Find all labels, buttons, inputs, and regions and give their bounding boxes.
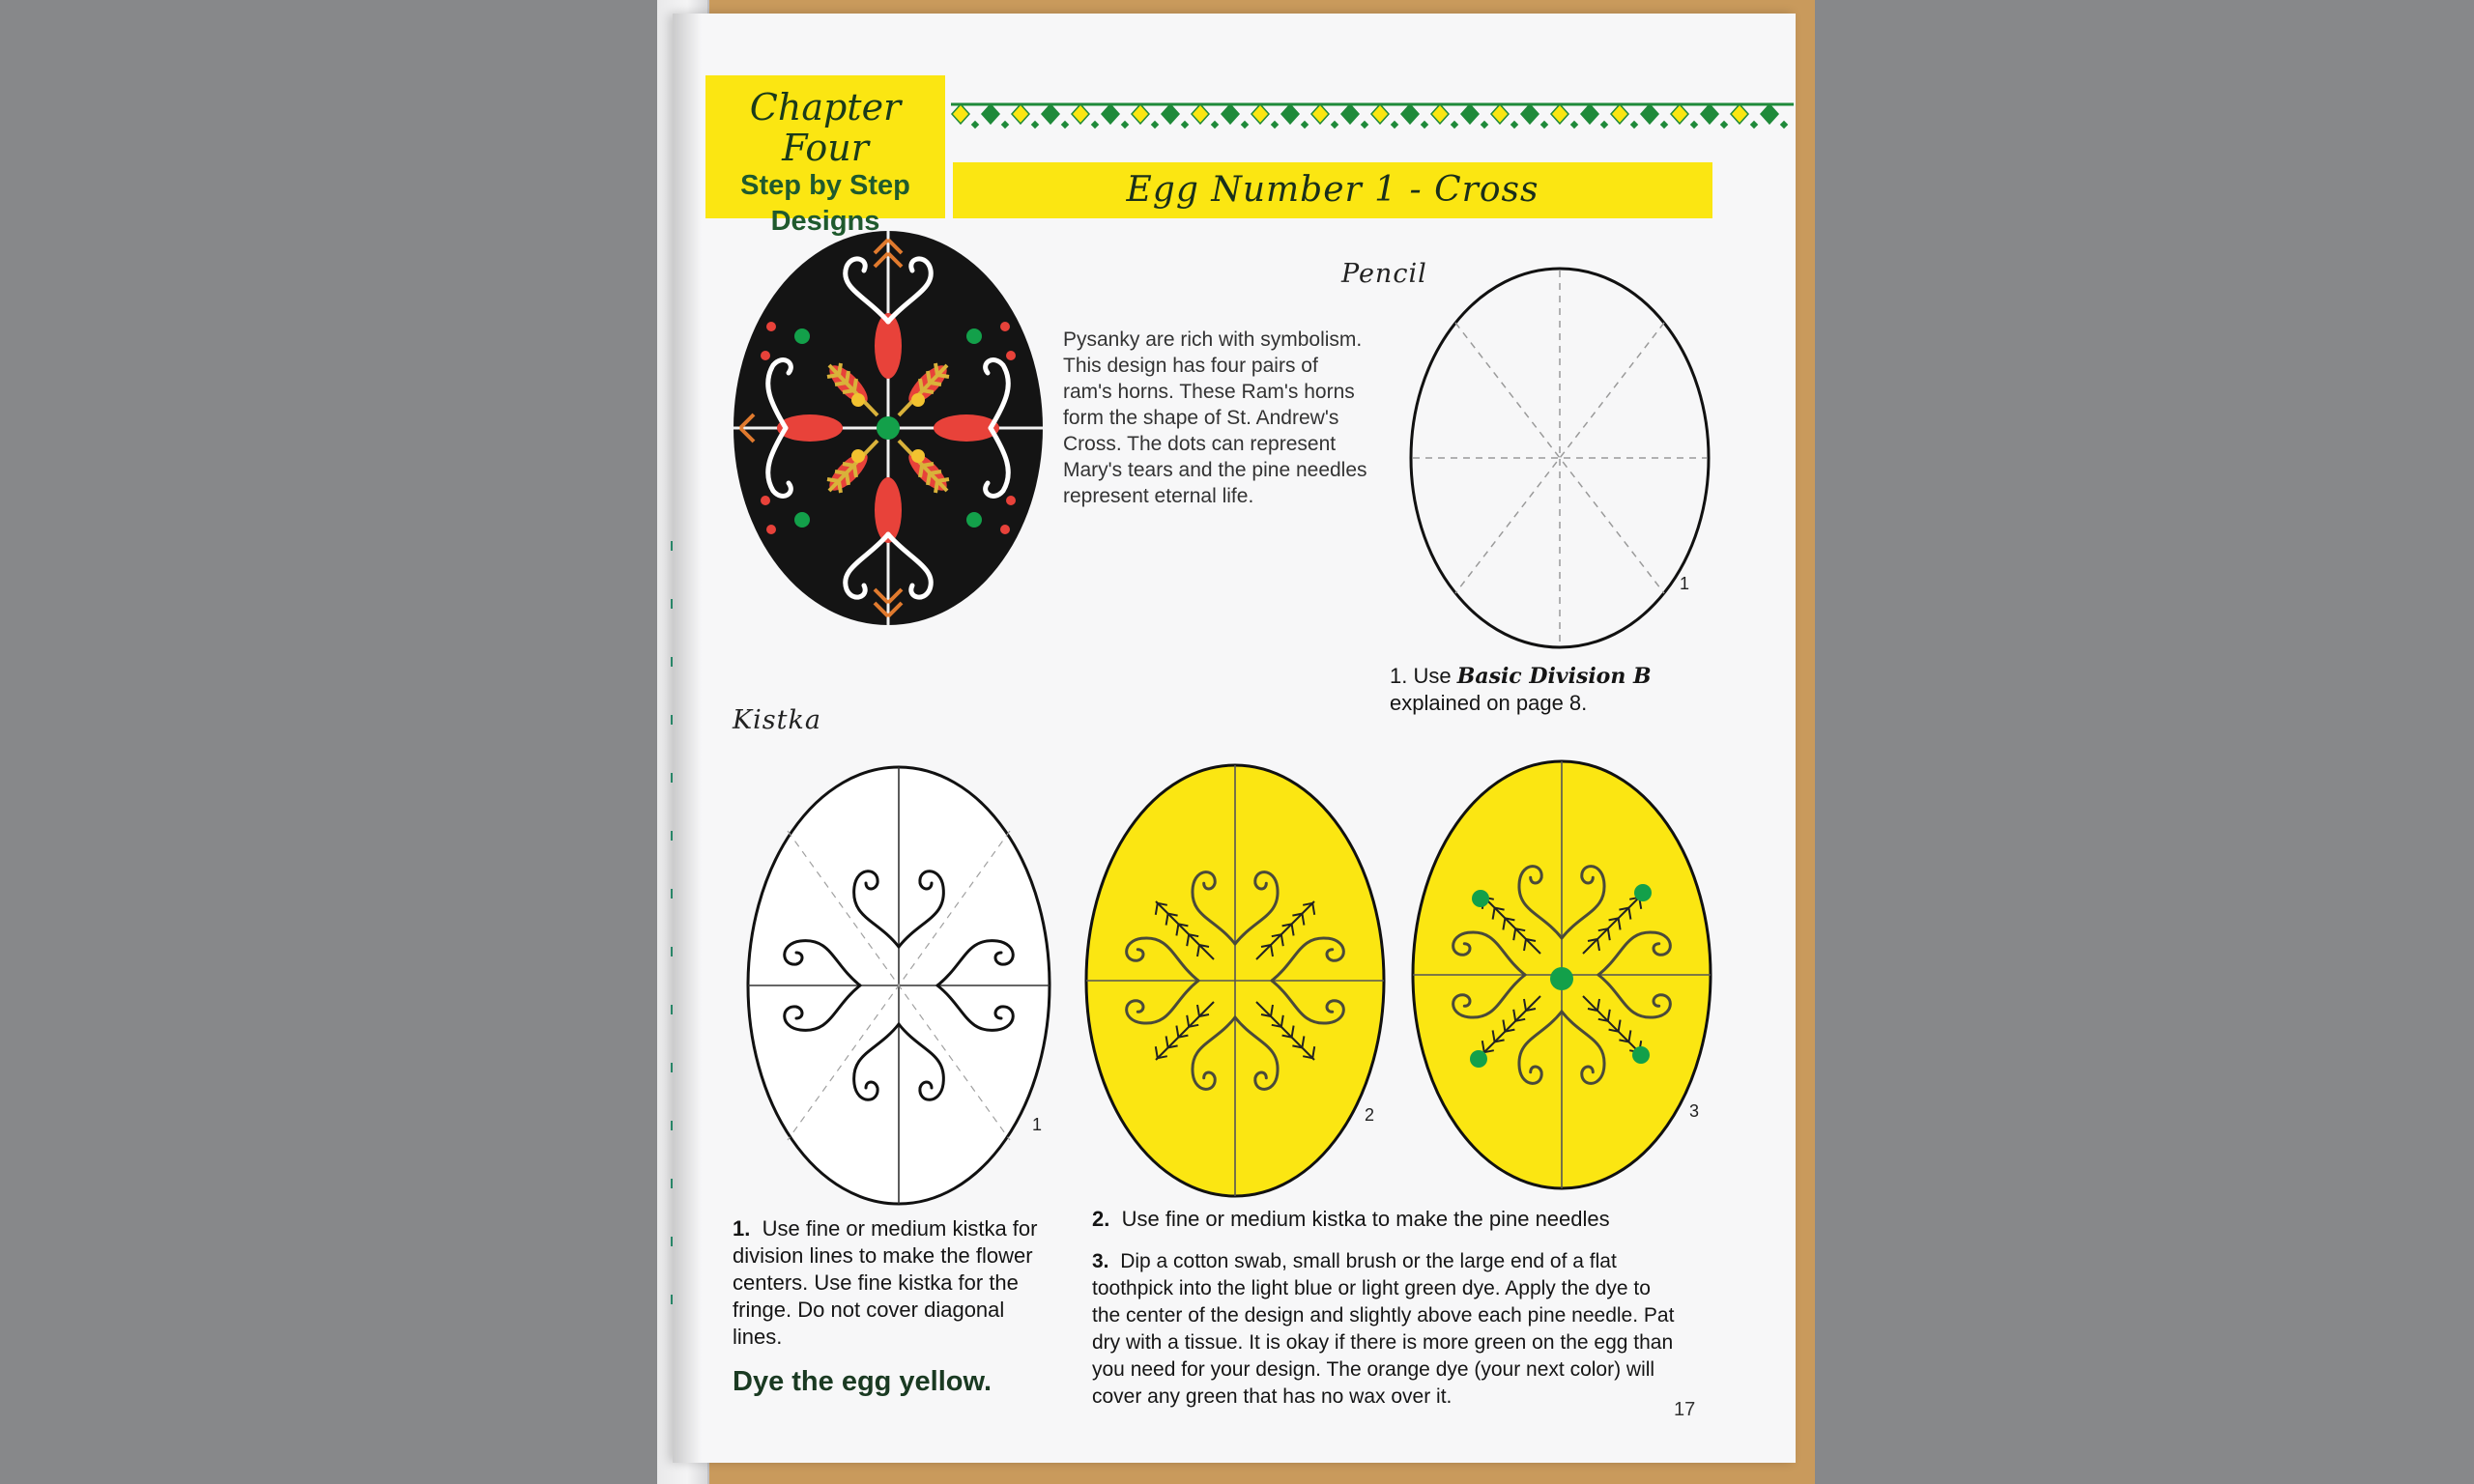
border-diamond bbox=[1222, 104, 1239, 124]
kistka-step-3 bbox=[1092, 1248, 1730, 1411]
border-diamond bbox=[982, 104, 999, 124]
chapter-subtitle-line2: Designs bbox=[770, 206, 880, 237]
binding-shadow bbox=[673, 14, 702, 1463]
border-dot bbox=[1421, 121, 1428, 128]
kistka-diagram-1 bbox=[744, 763, 1053, 1208]
border-dot bbox=[1690, 121, 1698, 128]
border-diamond bbox=[1431, 104, 1449, 124]
border-diamond bbox=[1731, 104, 1748, 124]
border-dot bbox=[1211, 121, 1219, 128]
border-dot bbox=[1600, 121, 1608, 128]
page-number: 17 bbox=[1674, 1399, 1696, 1420]
intro-paragraph bbox=[1063, 327, 1411, 509]
egg-title: Egg Number 1 - Cross bbox=[1126, 170, 1539, 210]
step-text: Use fine or medium kistka to make the pine needles bbox=[1121, 1207, 1610, 1231]
chapter-subtitle-line1: Step by Step bbox=[740, 170, 910, 201]
border-diamond bbox=[1132, 104, 1149, 124]
border-dot bbox=[1630, 121, 1638, 128]
border-dot bbox=[1570, 121, 1578, 128]
border-dot bbox=[1031, 121, 1039, 128]
step-line: the center of the design and slightly above each pine needle. Pat bbox=[1092, 1304, 1675, 1327]
border-diamond bbox=[1401, 104, 1419, 124]
border-diamond bbox=[1491, 104, 1509, 124]
border-diamond bbox=[952, 104, 969, 124]
pencil-label: Pencil bbox=[1341, 259, 1427, 289]
border-dot bbox=[1780, 121, 1788, 128]
step-line: division lines to make the flower bbox=[733, 1243, 1033, 1268]
intro-line: Cross. The dots can represent bbox=[1063, 433, 1337, 455]
border-diamond bbox=[1311, 104, 1329, 124]
dye-instruction: Dye the egg yellow. bbox=[733, 1366, 992, 1397]
border-diamond bbox=[1551, 104, 1568, 124]
border-dot bbox=[1181, 121, 1189, 128]
kistka-diagram-2 bbox=[1082, 761, 1388, 1200]
step-line: Dip a cotton swab, small brush or the large end of a flat bbox=[1120, 1250, 1617, 1272]
border-diamond bbox=[1162, 104, 1179, 124]
step-number: 1. bbox=[733, 1216, 751, 1241]
border-diamond bbox=[1042, 104, 1059, 124]
border-diamond bbox=[1371, 104, 1389, 124]
border-diamond bbox=[1281, 104, 1299, 124]
border-diamond bbox=[1761, 104, 1778, 124]
pencil-step-line2: explained on page 8. bbox=[1390, 691, 1588, 715]
border-dot bbox=[1510, 121, 1518, 128]
kistka-label: Kistka bbox=[733, 705, 821, 735]
step-line: lines. bbox=[733, 1325, 783, 1349]
border-dot bbox=[1001, 121, 1009, 128]
intro-line: Mary's tears and the pine needles bbox=[1063, 459, 1367, 481]
diagram-number: 1 bbox=[1680, 574, 1690, 593]
border-dot bbox=[1720, 121, 1728, 128]
step-line: toothpick into the light blue or light green dye. Apply the dye to bbox=[1092, 1277, 1651, 1299]
pencil-division-diagram bbox=[1407, 265, 1712, 651]
step-line: centers. Use fine kistka for the bbox=[733, 1270, 1019, 1295]
diagram-number: 2 bbox=[1365, 1105, 1375, 1125]
intro-line: This design has four pairs of bbox=[1063, 355, 1318, 377]
step-line: cover any green that has no wax over it. bbox=[1092, 1385, 1453, 1408]
step-number: 3. bbox=[1092, 1250, 1109, 1272]
kistka-step-2 bbox=[1092, 1206, 1672, 1233]
border-dot bbox=[1061, 121, 1069, 128]
border-diamond bbox=[1192, 104, 1209, 124]
border-dot bbox=[1331, 121, 1338, 128]
intro-line: form the shape of St. Andrew's bbox=[1063, 407, 1339, 429]
border-diamond bbox=[1102, 104, 1119, 124]
kistka-diagram-3 bbox=[1409, 757, 1714, 1192]
diagram-number: 1 bbox=[1032, 1115, 1043, 1134]
border-dot bbox=[1540, 121, 1548, 128]
intro-line: Pysanky are rich with symbolism. bbox=[1063, 328, 1363, 351]
chapter-header bbox=[705, 75, 945, 237]
diagram-number: 3 bbox=[1689, 1101, 1700, 1121]
decorative-diamond-border bbox=[951, 97, 1794, 139]
border-dot bbox=[1391, 121, 1398, 128]
border-diamond bbox=[1072, 104, 1089, 124]
intro-line: ram's horns. These Ram's horns bbox=[1063, 381, 1355, 403]
pencil-step-prefix: 1. Use bbox=[1390, 664, 1452, 688]
border-dot bbox=[1750, 121, 1758, 128]
border-diamond bbox=[1012, 104, 1029, 124]
intro-line: represent eternal life. bbox=[1063, 485, 1254, 507]
border-dot bbox=[1121, 121, 1129, 128]
border-diamond bbox=[1671, 104, 1688, 124]
border-diamond bbox=[1611, 104, 1628, 124]
step-line: you need for your design. The orange dye (your next color) will bbox=[1092, 1358, 1655, 1381]
border-diamond bbox=[1521, 104, 1539, 124]
step-line: dry with a tissue. It is okay if there is more green on the egg than bbox=[1092, 1331, 1674, 1354]
border-diamond bbox=[1251, 104, 1269, 124]
border-diamond bbox=[1701, 104, 1718, 124]
border-dot bbox=[1361, 121, 1368, 128]
pencil-step-1 bbox=[1390, 663, 1699, 717]
step-line: Use fine or medium kistka for bbox=[762, 1216, 1038, 1241]
border-diamond bbox=[1581, 104, 1598, 124]
border-dot bbox=[1451, 121, 1458, 128]
egg-title-bar bbox=[953, 162, 1712, 218]
basic-division-reference: Basic Division B bbox=[1456, 664, 1652, 689]
border-dot bbox=[1660, 121, 1668, 128]
step-line: fringe. Do not cover diagonal bbox=[733, 1298, 1005, 1322]
border-dot bbox=[1151, 121, 1159, 128]
border-dot bbox=[971, 121, 979, 128]
border-dot bbox=[1301, 121, 1309, 128]
step-number: 2. bbox=[1092, 1207, 1110, 1231]
border-diamond bbox=[1341, 104, 1359, 124]
border-dot bbox=[1091, 121, 1099, 128]
border-diamond bbox=[1461, 104, 1479, 124]
finished-egg-illustration bbox=[733, 230, 1044, 626]
border-dot bbox=[1241, 121, 1249, 128]
border-dot bbox=[1271, 121, 1279, 128]
chapter-title: Chapter Four bbox=[749, 86, 902, 169]
border-dot bbox=[1481, 121, 1488, 128]
border-diamond bbox=[1641, 104, 1658, 124]
kistka-step-1 bbox=[733, 1215, 1061, 1351]
